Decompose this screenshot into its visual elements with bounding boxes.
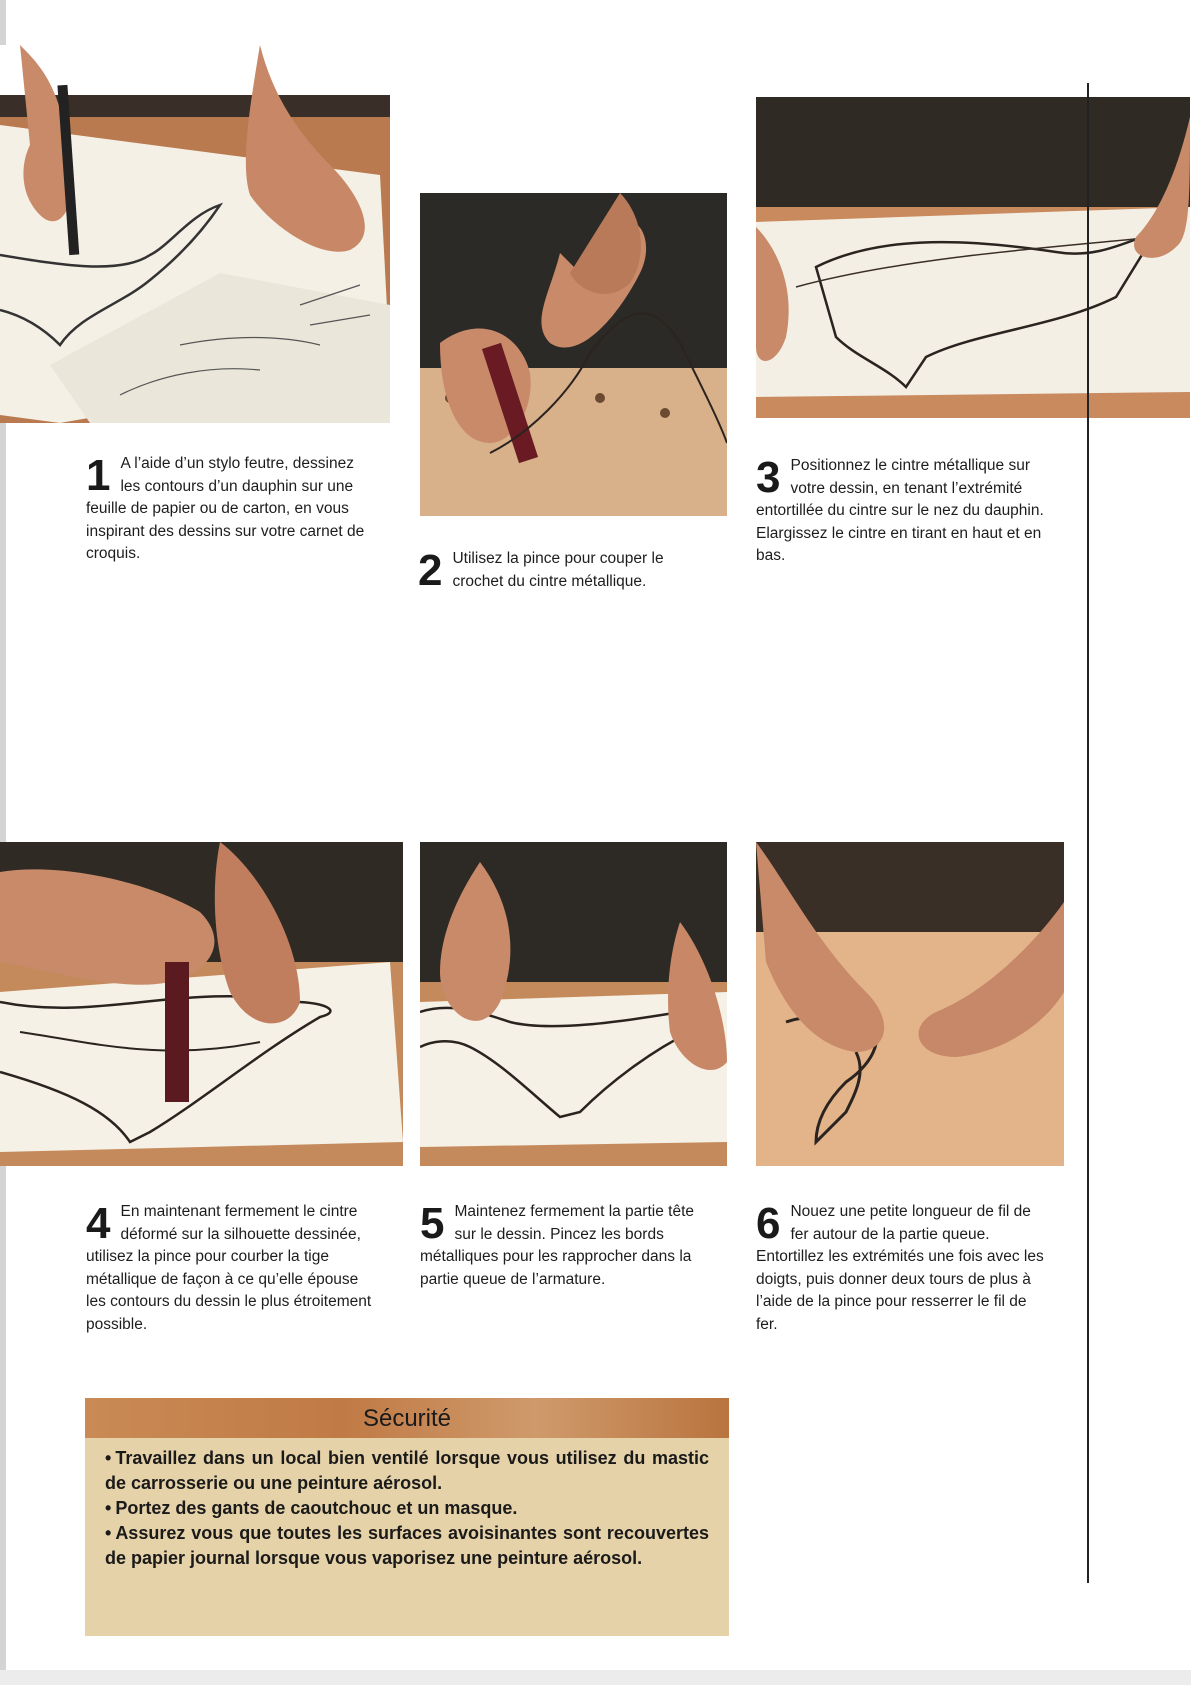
step-6 xyxy=(756,1201,1051,1336)
photo-step-3 xyxy=(756,97,1190,418)
safety-list xyxy=(85,1438,729,1571)
step-2-text: Utilisez la pince pour couper le crochet du cintre métallique. xyxy=(452,550,664,590)
step-6-number: 6 xyxy=(756,1199,781,1248)
bullet-icon: • xyxy=(105,1523,112,1543)
right-margin-rule xyxy=(1087,83,1089,1583)
safety-title: Sécurité xyxy=(85,1398,729,1438)
safety-item: • Assurez vous que toutes les surfaces avoisinantes sont recouvertes de papier journal lorsque vous vaporisez une peinture aérosol. xyxy=(105,1523,709,1568)
step-4 xyxy=(86,1201,376,1336)
step-6-text: Nouez une petite longueur de fil de fer autour de la partie queue. Entortillez les extrémités une fois avec les doigts, puis donner deux tours de plus à l’aide de la pince pour resserrer le fil de fer. xyxy=(756,1203,1044,1333)
safety-item: • Portez des gants de caoutchouc et un masque. xyxy=(105,1498,518,1518)
step-4-text: En maintenant fermement le cintre déformé sur la silhouette dessinée, utilisez la pince pour courber la tige métallique de façon à ce qu’elle épouse les contours du dessin le plus étroitement possible. xyxy=(86,1203,372,1333)
step-2 xyxy=(418,548,718,593)
photo-step-5 xyxy=(420,842,727,1166)
step-5-text: Maintenez fermement la partie tête sur le dessin. Pincez les bords métalliques pour les rapprocher dans la partie queue de l’armature. xyxy=(420,1203,694,1288)
photo-step-4 xyxy=(0,842,403,1166)
page-bottom-edge xyxy=(0,1670,1191,1685)
photo-step-2 xyxy=(420,193,727,516)
bullet-icon: • xyxy=(105,1498,112,1518)
step-2-number: 2 xyxy=(418,546,443,595)
safety-item: • Travaillez dans un local bien ventilé lorsque vous utilisez du mastic de carrosserie ou une peinture aérosol. xyxy=(105,1448,709,1493)
step-3 xyxy=(756,455,1051,568)
step-3-text: Positionnez le cintre métallique sur votre dessin, en tenant l’extrémité entortillée du cintre sur le nez du dauphin. Elargissez le cintre en tirant en haut et en bas. xyxy=(756,457,1044,564)
safety-box xyxy=(85,1398,729,1636)
step-3-number: 3 xyxy=(756,453,781,502)
bullet-icon: • xyxy=(105,1448,112,1468)
step-4-number: 4 xyxy=(86,1199,111,1248)
step-1 xyxy=(86,453,376,566)
step-1-text: A l’aide d’un stylo feutre, dessinez les contours d’un dauphin sur une feuille de papier ou de carton, en vous inspirant des dessins sur votre carnet de croquis. xyxy=(86,455,365,562)
step-1-number: 1 xyxy=(86,451,111,500)
step-5 xyxy=(420,1201,710,1291)
photo-step-6 xyxy=(756,842,1064,1166)
step-5-number: 5 xyxy=(420,1199,445,1248)
photo-step-1 xyxy=(0,45,400,423)
